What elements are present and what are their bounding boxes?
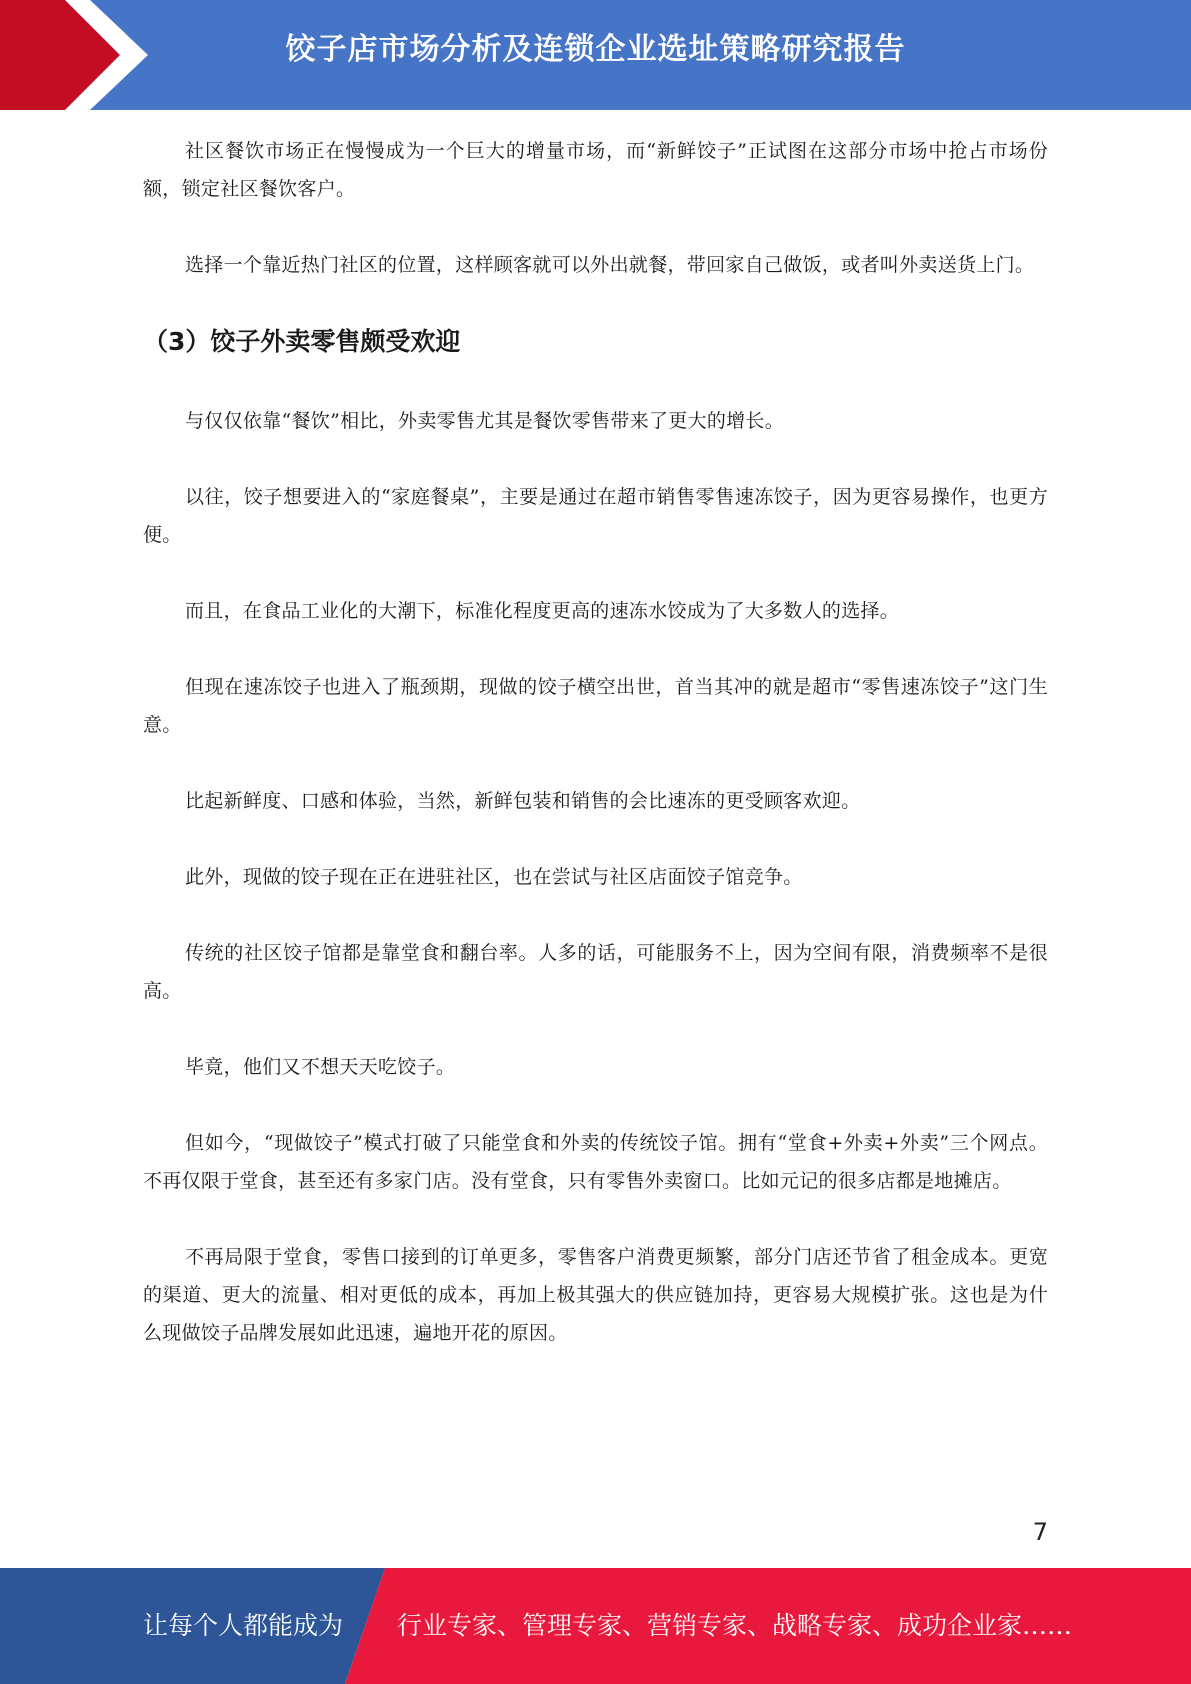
footer-slogan-left: 让每个人都能成为 [143,1611,344,1640]
document-body [143,132,1048,1390]
paragraph: 但现在速冻饺子也进入了瓶颈期，现做的饺子横空出世，首当其冲的就是超市“零售速冻饺子”这门生意。 [143,676,1048,736]
paragraph: 但如今，“现做饺子”模式打破了只能堂食和外卖的传统饺子馆。拥有“堂食+外卖+外卖”三个网点。不再仅限于堂食，甚至还有多家门店。没有堂食，只有零售外卖窗口。比如元记的很多店都是地摊店。 [143,1132,1048,1192]
section-heading: （3）饺子外卖零售颇受欢迎 [143,327,461,356]
paragraph: 而且，在食品工业化的大潮下，标准化程度更高的速冻水饺成为了大多数人的选择。 [185,600,900,622]
page-footer [0,1568,1191,1684]
header-chevron-decoration [0,0,160,110]
page-number: 7 [1032,1518,1048,1546]
paragraph: 毕竟，他们又不想天天吃饺子。 [185,1056,456,1078]
paragraph: 传统的社区饺子馆都是靠堂食和翻台率。人多的话，可能服务不上，因为空间有限，消费频率不是很高。 [143,942,1048,1002]
paragraph: 与仅仅依靠“餐饮”相比，外卖零售尤其是餐饮零售带来了更大的增长。 [185,410,785,432]
page-header [0,0,1191,110]
paragraph: 社区餐饮市场正在慢慢成为一个巨大的增量市场，而“新鲜饺子”正试图在这部分市场中抢占市场份额，锁定社区餐饮客户。 [143,140,1048,200]
footer-slogan-right: 行业专家、管理专家、营销专家、战略专家、成功企业家…… [397,1611,1073,1640]
paragraph: 此外，现做的饺子现在正在进驻社区，也在尝试与社区店面饺子馆竞争。 [185,866,803,888]
paragraph: 不再局限于堂食，零售口接到的订单更多，零售客户消费更频繁，部分门店还节省了租金成本。更宽的渠道、更大的流量、相对更低的成本，再加上极其强大的供应链加持，更容易大规模扩张。这也是为什么现做饺子品牌发展如此迅速，遍地开花的原因。 [143,1246,1048,1344]
paragraph: 以往，饺子想要进入的“家庭餐桌”，主要是通过在超市销售零售速冻饺子，因为更容易操作，也更方便。 [143,486,1048,546]
document-title: 饺子店市场分析及连锁企业选址策略研究报告 [285,32,906,67]
paragraph: 选择一个靠近热门社区的位置，这样顾客就可以外出就餐，带回家自己做饭，或者叫外卖送货上门。 [185,254,1035,276]
paragraph: 比起新鲜度、口感和体验，当然，新鲜包装和销售的会比速冻的更受顾客欢迎。 [185,790,861,812]
